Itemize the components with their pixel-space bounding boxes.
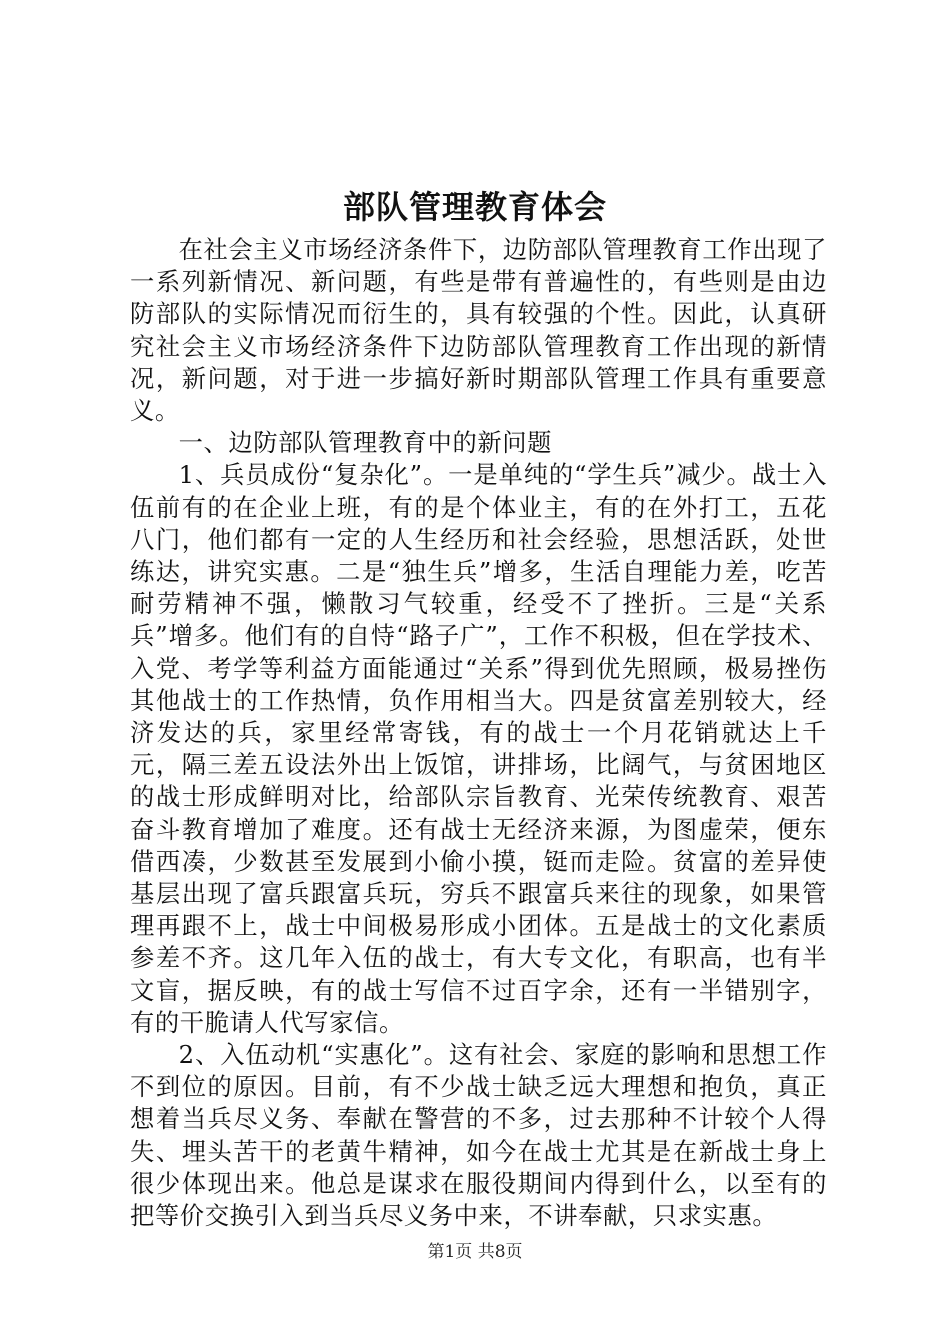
paragraph-intro: 在社会主义市场经济条件下，边防部队管理教育工作出现了一系列新情况、新问题，有些是带有普遍性的，有些则是由边防部队的实际情况而衍生的，具有较强的个性。因此，认真研究社会主义市场经济条件下边防部队管理教育工作出现的新情况，新问题，对于进一步搞好新时期部队管理工作具有重要意义。 — [130, 235, 827, 426]
document-title: 部队管理教育体会 — [342, 188, 607, 226]
document-body — [130, 234, 827, 1232]
paragraph-point-1: 1、兵员成份“复杂化”。一是单纯的“学生兵”减少。战士入伍前有的在企业上班，有的是个体业主，有的在外打工，五花八门，他们都有一定的人生经历和社会经验，思想活跃，处世练达，讲究实惠。二是“独生兵”增多，生活自理能力差，吃苦耐劳精神不强，懒散习气较重，经受不了挫折。三是“关系兵”增多。他们有的自恃“路子广”，工作不积极，但在学技术、入党、考学等利益方面能通过“关系”得到优先照顾，极易挫伤其他战士的工作热情，负作用相当大。四是贫富差别较大，经济发达的兵，家里经常寄钱，有的战士一个月花销就达上千元，隔三差五设法外出上饭馆，讲排场，比阔气，与贫困地区的战士形成鲜明对比，给部队宗旨教育、光荣传统教育、艰苦奋斗教育增加了难度。还有战士无经济来源，为图虚荣，便东借西凑，少数甚至发展到小偷小摸，铤而走险。贫富的差异使基层出现了富兵跟富兵玩，穷兵不跟富兵来往的现象，如果管理再跟不上，战士中间极易形成小团体。五是战士的文化素质参差不齐。这几年入伍的战士，有大专文化，有职高，也有半文盲，据反映，有的战士写信不过百字余，还有一半错别字，有的干脆请人代写家信。 — [130, 460, 827, 1037]
page-number-footer: 第1页 共8页 — [427, 1242, 523, 1262]
section-heading: 一、边防部队管理教育中的新问题 — [178, 428, 553, 458]
paragraph-point-2: 2、入伍动机“实惠化”。这有社会、家庭的影响和思想工作不到位的原因。目前，有不少战士缺乏远大理想和抱负，真正想着当兵尽义务、奉献在警营的不多，过去那种不计较个人得失、埋头苦干的老黄牛精神，如今在战士尤其是在新战士身上很少体现出来。他总是谋求在服役期间内得到什么，以至有的把等价交换引入到当兵尽义务中来，不讲奉献，只求实惠。 — [130, 1040, 827, 1231]
